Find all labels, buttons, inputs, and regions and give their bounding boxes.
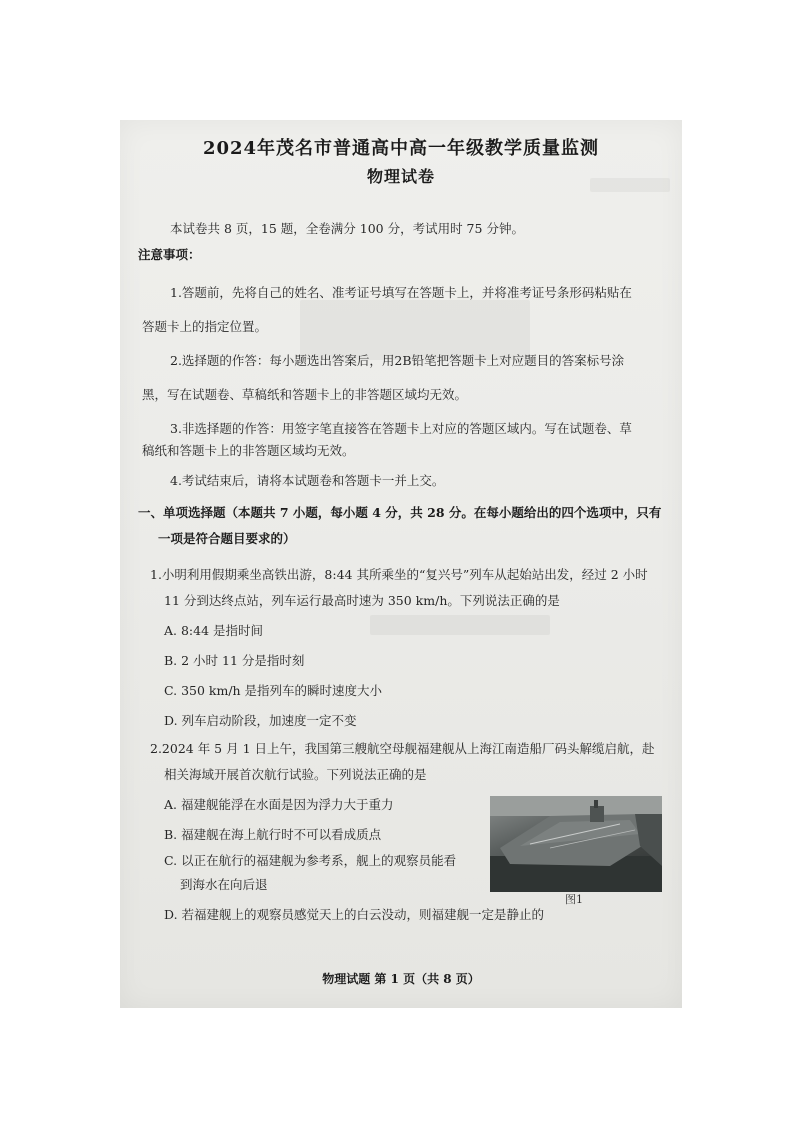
bleed-through-mark [370, 615, 550, 635]
q2-option-c: C. 以正在航行的福建舰为参考系，舰上的观察员能看 [164, 853, 457, 868]
notice-heading: 注意事项： [138, 247, 201, 262]
section-heading: 一、单项选择题（本题共 7 小题，每小题 4 分，共 28 分。在每小题给出的四个选项中，只有 [138, 505, 662, 520]
q2-option-a: A. 福建舰能浮在水面是因为浮力大于重力 [164, 797, 394, 812]
page-footer: 物理试题 第 1 页（共 8 页） [322, 972, 480, 986]
notice-line: 3.非选择题的作答：用签字笔直接答在答题卡上对应的答题区域内。写在试题卷、草 [170, 421, 632, 436]
notice-line: 2.选择题的作答：每小题选出答案后，用2B铅笔把答题卡上对应题目的答案标号涂 [170, 353, 625, 368]
q2-option-b: B. 福建舰在海上航行时不可以看成质点 [164, 827, 382, 842]
q1-option-d: D. 列车启动阶段，加速度一定不变 [164, 713, 357, 728]
exam-subtitle: 物理试卷 [366, 167, 435, 186]
figure-caption: 图1 [565, 893, 583, 906]
exam-page [120, 120, 682, 1008]
notice-line: 4.考试结束后，请将本试题卷和答题卡一并上交。 [170, 473, 445, 488]
q1-option-a: A. 8:44 是指时间 [164, 623, 264, 638]
q1-option-b: B. 2 小时 11 分是指时刻 [164, 653, 305, 668]
notice-line: 黑，写在试题卷、草稿纸和答题卡上的非答题区域均无效。 [142, 387, 468, 402]
bleed-through-mark [300, 300, 530, 360]
q1-stem: 1.小明利用假期乘坐高铁出游，8:44 其所乘坐的“复兴号”列车从起始站出发，经过 2 小时 [150, 567, 648, 582]
notice-line: 稿纸和答题卡上的非答题区域均无效。 [142, 443, 355, 458]
q1-stem-cont: 11 分到达终点站，列车运行最高时速为 350 km/h。下列说法正确的是 [164, 593, 560, 608]
exam-intro: 本试卷共 8 页，15 题，全卷满分 100 分，考试用时 75 分钟。 [170, 221, 524, 236]
q2-stem: 2.2024 年 5 月 1 日上午，我国第三艘航空母舰福建舰从上海江南造船厂码头解缆启航，赴 [150, 741, 655, 756]
q2-option-c-cont: 到海水在向后退 [180, 877, 268, 892]
exam-title: 2024年茂名市普通高中高一年级教学质量监测 [202, 138, 600, 159]
aircraft-carrier-illustration [490, 796, 662, 892]
aircraft-carrier-photo [490, 796, 662, 892]
q1-option-c: C. 350 km/h 是指列车的瞬时速度大小 [164, 683, 383, 698]
q2-stem-cont: 相关海域开展首次航行试验。下列说法正确的是 [164, 767, 427, 782]
section-heading-cont: 一项是符合题目要求的） [158, 531, 296, 546]
notice-line: 答题卡上的指定位置。 [142, 319, 268, 334]
q2-option-d: D. 若福建舰上的观察员感觉天上的白云没动，则福建舰一定是静止的 [164, 907, 545, 922]
notice-line: 1.答题前，先将自己的姓名、准考证号填写在答题卡上，并将准考证号条形码粘贴在 [170, 285, 632, 300]
